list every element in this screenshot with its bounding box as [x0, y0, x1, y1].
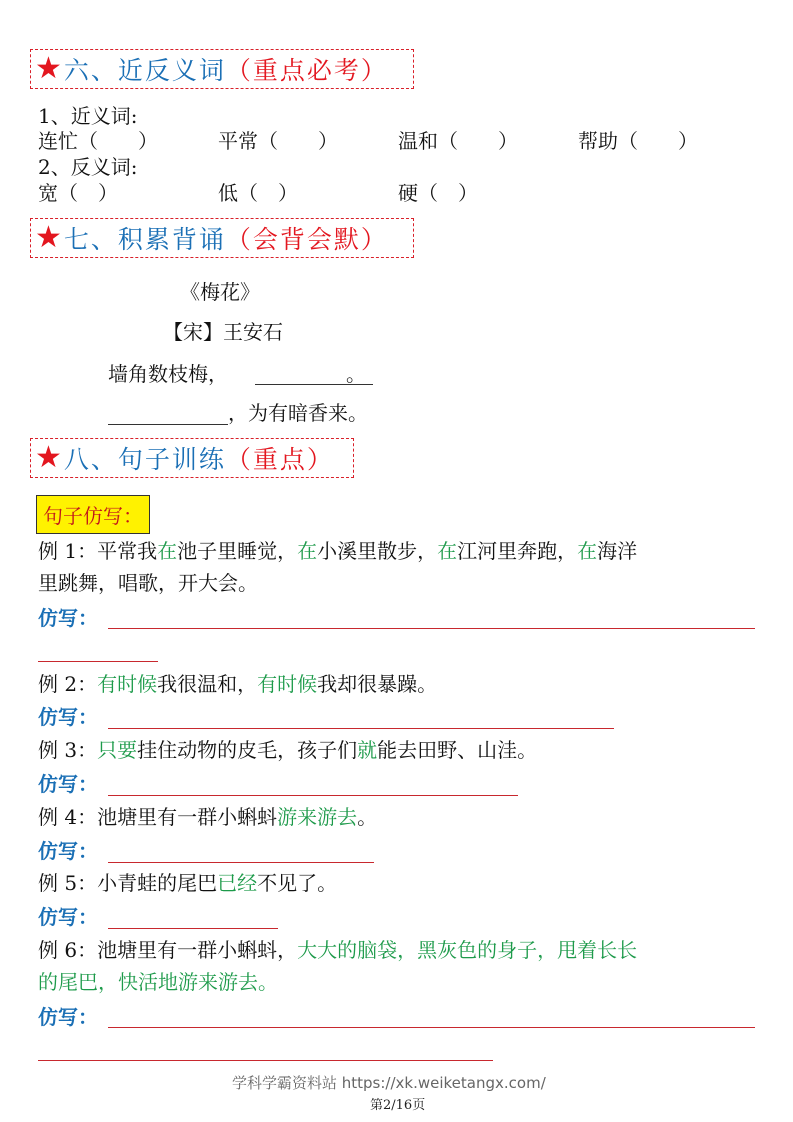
- answer-line[interactable]: [38, 1060, 493, 1061]
- example-6: 例 6：池塘里有一群小蝌蚪，大大的脑袋，黑灰色的身子，甩着长长: [38, 938, 638, 962]
- answer-line[interactable]: [108, 1027, 755, 1028]
- answer-line[interactable]: [108, 795, 518, 796]
- poem-line-2: ，为有暗香来。: [228, 401, 368, 425]
- section-eight-header: [30, 438, 354, 478]
- poem-blank-1[interactable]: [255, 384, 373, 385]
- synonym-label: 1、近义词:: [38, 104, 138, 128]
- imitation-label: 仿写：: [38, 839, 98, 863]
- poem-line-1: 墙角数枝梅， 。: [108, 362, 366, 386]
- synonym-item: 平常（ ）: [218, 129, 338, 153]
- example-5: 例 5：小青蛙的尾巴已经不见了。: [38, 871, 338, 895]
- section-seven-header: [30, 218, 414, 258]
- example-4: 例 4：池塘里有一群小蝌蚪游来游去。: [38, 805, 378, 829]
- section-eight-title: 八、句子训练（重点）: [63, 445, 334, 474]
- answer-line[interactable]: [108, 862, 374, 863]
- imitation-label: 仿写：: [38, 1005, 98, 1029]
- imitation-label: 仿写：: [38, 606, 98, 630]
- answer-line[interactable]: [38, 661, 158, 662]
- star-icon: ★: [35, 51, 62, 86]
- synonym-item: 帮助（ ）: [578, 129, 698, 153]
- antonym-item: 宽（ ）: [38, 181, 118, 205]
- answer-line[interactable]: [108, 928, 278, 929]
- antonym-label: 2、反义词:: [38, 155, 138, 179]
- example-1-line-2: 里跳舞，唱歌，开大会。: [38, 571, 258, 595]
- star-icon: ★: [35, 440, 62, 475]
- antonym-item: 硬（ ）: [398, 181, 478, 205]
- example-2: 例 2：有时候我很温和，有时候我却很暴躁。: [38, 672, 438, 696]
- poem-author: 【宋】王安石: [163, 320, 283, 344]
- answer-line[interactable]: [108, 728, 614, 729]
- example-6-line-2: 的尾巴，快活地游来游去。: [38, 970, 278, 994]
- section-six-header: [30, 49, 414, 89]
- synonym-item: 连忙（ ）: [38, 129, 158, 153]
- section-seven-title: 七、积累背诵（会背会默）: [63, 225, 388, 254]
- example-3: 例 3：只要挂住动物的皮毛，孩子们就能去田野、山洼。: [38, 738, 538, 762]
- poem-blank-2[interactable]: [108, 424, 228, 425]
- page-number: 第2/16页: [370, 1098, 426, 1113]
- footer-site: 学科学霸资料站 https://xk.weiketangx.com/: [232, 1074, 546, 1092]
- synonym-item: 温和（ ）: [398, 129, 518, 153]
- imitation-tag: 句子仿写：: [36, 495, 150, 534]
- antonym-item: 低（ ）: [218, 181, 298, 205]
- imitation-label: 仿写：: [38, 772, 98, 796]
- imitation-label: 仿写：: [38, 905, 98, 929]
- section-six-title: 六、近反义词（重点必考）: [63, 56, 388, 85]
- imitation-label: 仿写：: [38, 705, 98, 729]
- star-icon: ★: [35, 220, 62, 255]
- answer-line[interactable]: [108, 628, 755, 629]
- example-1: 例 1：平常我在池子里睡觉，在小溪里散步，在江河里奔跑，在海洋: [38, 539, 638, 563]
- poem-title: 《梅花》: [180, 280, 260, 304]
